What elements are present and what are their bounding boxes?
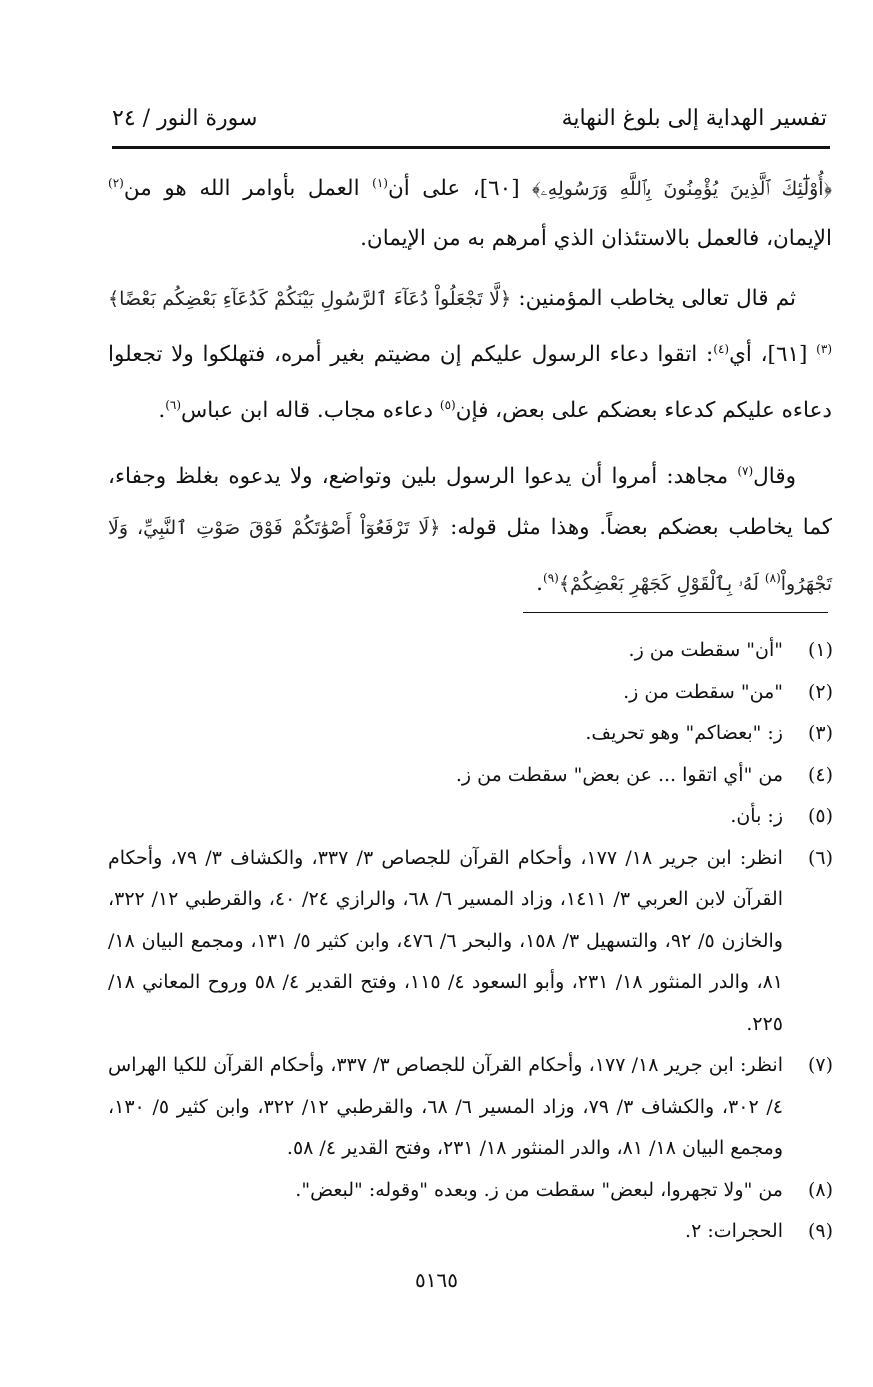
header-rule [112,146,830,149]
footnote-number: (٣) [807,722,833,744]
footnote-item [108,630,833,672]
footnote-number: (٥) [807,805,833,827]
text-run: [٦٠]، على أن [387,176,533,202]
main-text [108,158,832,619]
footnote-ref[interactable]: (٧) [737,464,754,479]
text-run: : اتقوا دعاء الرسول عليكم إن مضيتم بغير أمره، فتهلكوا ولا تجعلوا دعاءه عليكم كدعاء بعضكم على بعض، فإن [108,342,832,424]
footnote-text: "أن" سقطت من ز. [628,639,783,661]
text-run: الإيمان، فالعمل بالاستئذان الذي أمرهم به من الإيمان. [360,226,832,252]
footnote-ref[interactable]: (٨) [764,570,781,585]
footnote-item [108,838,833,1046]
text-run: . [158,398,166,424]
text-run: وقال [753,464,796,490]
footnote-item [108,1045,833,1170]
footnote-item [108,1211,833,1253]
quran-quote: ﴿لَّا تَجْعَلُواْ دُعَآءَ ٱلرَّسُولِ بَيْنَكُمْ كَدُعَآءِ بَعْضِكُم بَعْضًا﴾ [108,288,512,311]
paragraph-1 [108,158,832,264]
footnote-item [108,796,833,838]
footnote-number: (٤) [807,763,833,786]
text-run: ثم قال تعالى يخاطب المؤمنين: [511,286,796,312]
quran-quote: ﴿أُوْلَٰٓئِكَ ٱلَّذِينَ يُؤْمِنُونَ بِٱللَّهِ وَرَسُولِهِۦ﴾ [532,178,832,201]
footnote-ref[interactable]: (٥) [439,398,456,413]
surah-label: سورة النور / ٢٤ [112,105,258,131]
footnote-ref[interactable]: (٩) [543,570,559,585]
text-run: دعاءه مجاب. قاله ابن عباس [181,398,440,424]
footnote-text: "من" سقطت من ز. [623,680,783,703]
quran-quote: ﴿لَا تَرْفَعُوٓاْ أَصْوَٰتَكُمْ فَوْقَ صَوْتِ ٱلنَّبِيِّ، وَلَا تَجْهَرُواْ [108,516,832,595]
book-title: تفسير الهداية إلى بلوغ النهاية [561,105,827,131]
footnote-text: من "أي اتقوا ... عن بعض" سقطت من ز. [455,763,783,786]
paragraph-2 [108,274,832,436]
page-number: ٥١٦٥ [415,1268,458,1292]
footnote-ref[interactable]: (٢) [108,176,124,190]
text-run: [٦١]، أي [729,342,817,368]
footnote-text: ز: "بعضاكم" وهو تحريف. [585,722,783,744]
footnote-separator [523,612,828,613]
footnote-number: (٨) [807,1178,833,1201]
footnote-ref[interactable]: (١) [372,176,388,190]
footnotes [108,630,833,1253]
footnote-text: انظر: ابن جرير ١٨/ ١٧٧، وأحكام القرآن للجصاص ٣/ ٣٣٧، والكشاف ٣/ ٧٩، وأحكام القرآن لابن العربي ٣/ ١٤١١، وزاد المسير ٦/ ٦٨، والرازي ٢٤/ ٤٠، والقرطبي ١٢/ ٣٢٢، والخازن ٥/ ٩٢، والتسهيل ٣/ ١٥٨، والبحر ٦/ ٤٧٦، وابن كثير ٥/ ١٣١، ومجمع البيان ١٨/ ٨١، والدر المنثور ١٨/ ٢٣١، وأبو السعود ٤/ ١١٥، وفتح القدير ٤/ ٥٨ وروح المعاني ١٨/ ٢٢٥. [108,846,783,1035]
footnote-number: (١) [807,639,833,661]
footnote-text: انظر: ابن جرير ١٨/ ١٧٧، وأحكام القرآن للجصاص ٣/ ٣٣٧، وأحكام القرآن للكيا الهراس ٤/ ٣٠٢، والكشاف ٣/ ٧٩، وزاد المسير ٦/ ٦٨، والقرطبي ١٢/ ٣٢٢، وابن كثير ٥/ ١٣٠، ومجمع البيان ١٨/ ٨١، والدر المنثور ١٨/ ٢٣١، وفتح القدير ٤/ ٥٨. [108,1054,783,1159]
footnote-number: (٩) [807,1220,833,1242]
footnote-number: (٦) [807,846,833,869]
running-header [112,100,827,136]
text-run: العمل بأوامر الله هو من [123,176,373,202]
footnote-item [108,1170,833,1212]
text-run: مجاهد: أمروا أن يدعوا الرسول بلين وتواضع، ولا يدعوه بغلظ وجفاء، كما يخاطب بعضكم بعضاً. وهذا مثل قوله: [108,464,832,540]
footnote-number: (٧) [807,1054,833,1076]
footnote-item [108,713,833,755]
footnote-ref[interactable]: (٦) [165,398,182,413]
footnote-text: الحجرات: ٢. [685,1220,783,1242]
footnote-item [108,672,833,714]
footnote-text: من "ولا تجهروا، لبعض" سقطت من ز. وبعده "وقوله: "لبعض". [295,1178,783,1201]
footnote-text: ز: بأن. [730,805,783,827]
footnote-ref[interactable]: (٣) [816,342,832,357]
paragraph-3 [108,446,832,608]
footnote-number: (٢) [807,680,833,703]
footnote-ref[interactable]: (٤) [713,342,730,357]
quran-quote: لَهُۥ بِٱلْقَوْلِ كَجَهْرِ بَعْضِكُمْ﴾ [558,572,765,595]
text-run: . [536,570,544,596]
footnote-item [108,755,833,797]
